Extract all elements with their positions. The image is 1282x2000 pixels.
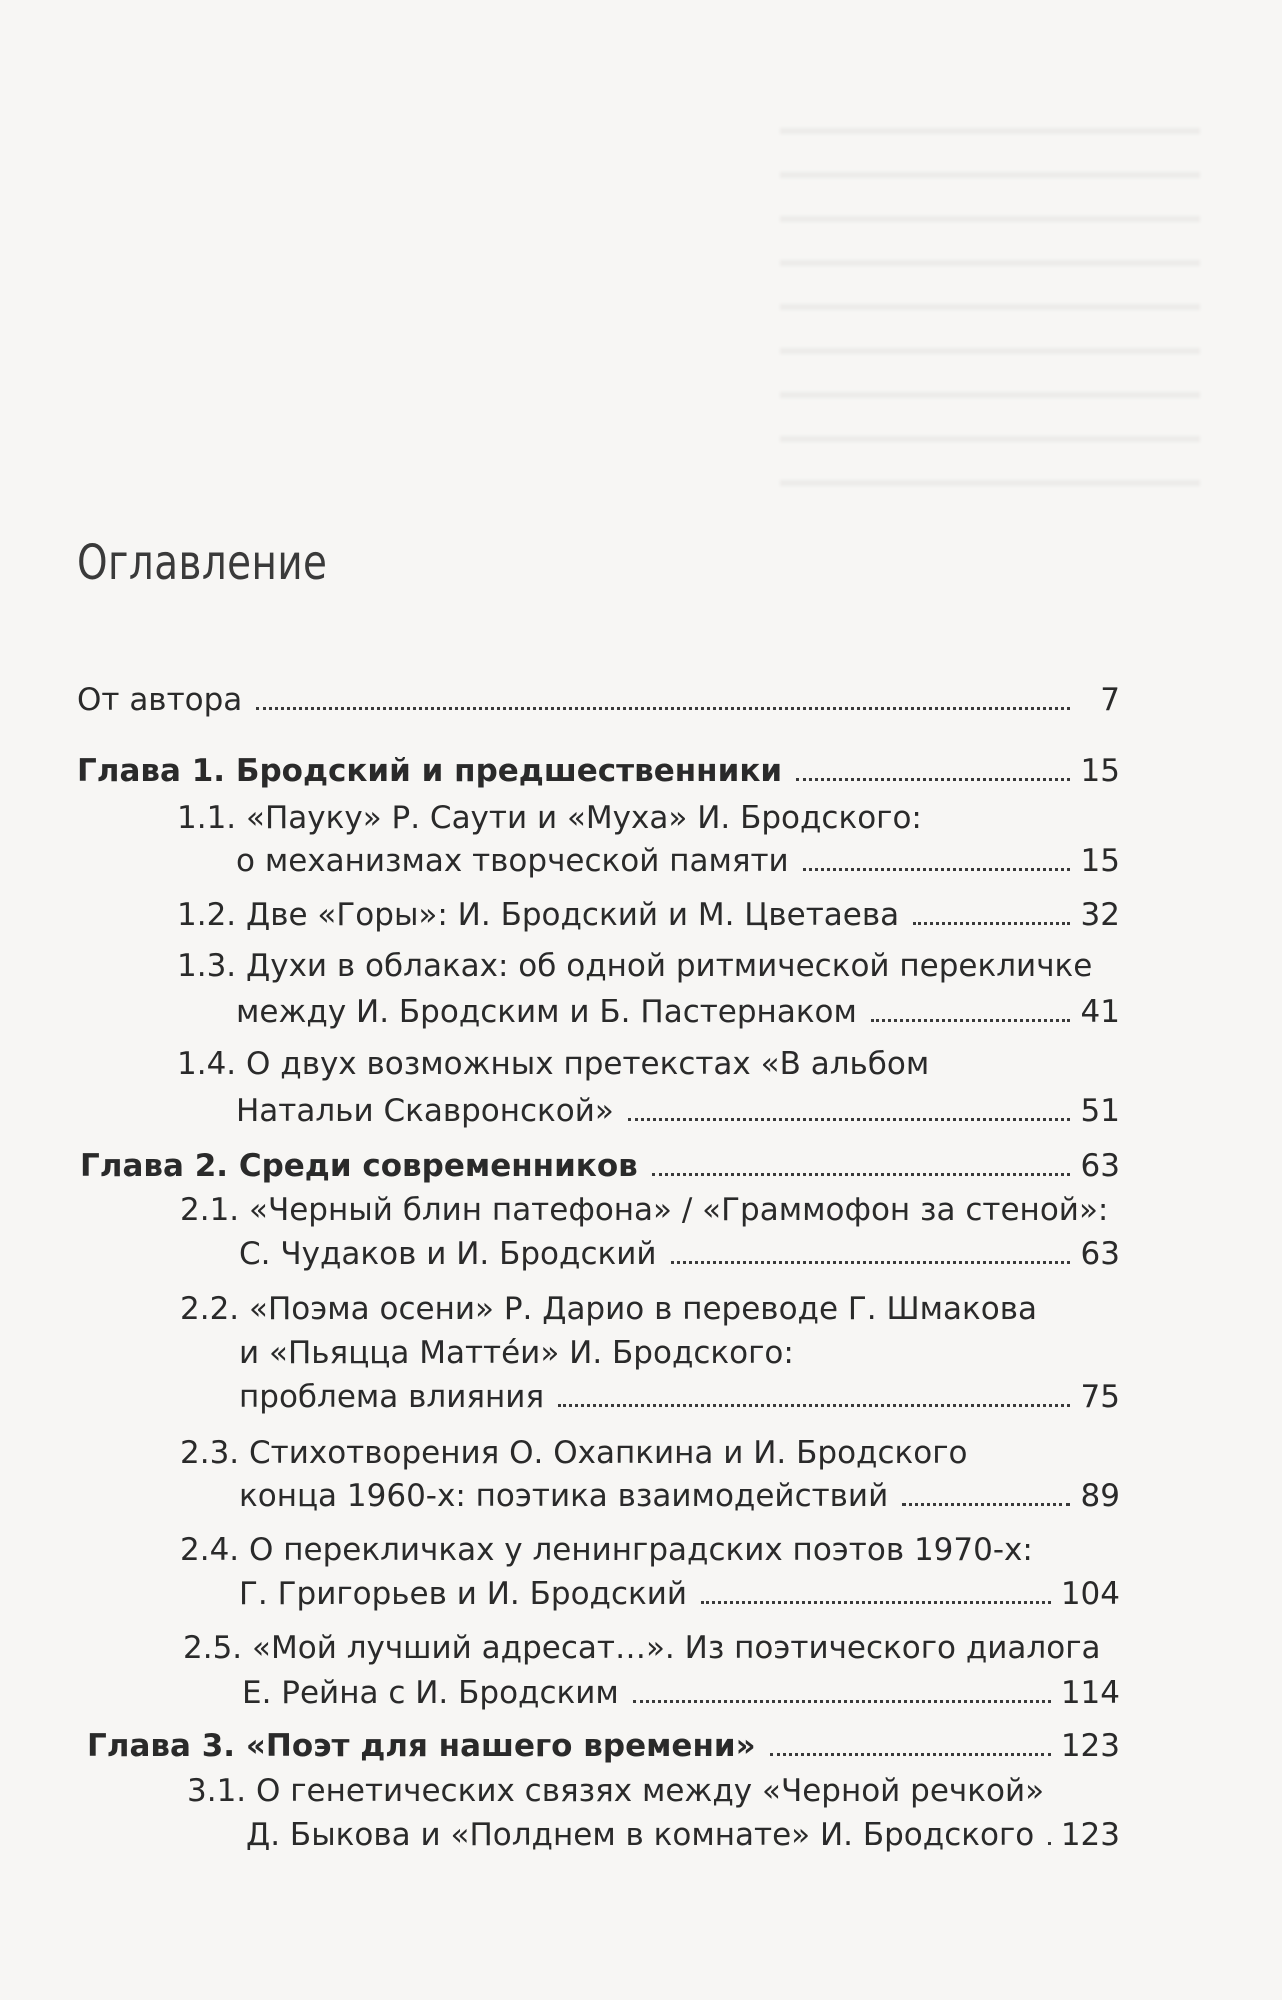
entry-title-cont: Е. Рейна с И. Бродским (242, 1675, 619, 1711)
dot-leader (803, 867, 1070, 871)
entry-title: 1.3. Духи в облаках: об одной ритмической перекличке (177, 948, 1093, 984)
page-number: 15 (1080, 843, 1120, 879)
page-number: 89 (1080, 1478, 1120, 1514)
dot-leader (558, 1403, 1070, 1407)
toc-entry-2-1[interactable] (239, 1234, 1120, 1274)
dot-leader (913, 921, 1070, 925)
page-number: 41 (1080, 994, 1120, 1030)
entry-title: 3.1. О генетических связях между «Черной речкой» (187, 1773, 1045, 1809)
dot-leader (770, 1752, 1051, 1756)
dot-leader (671, 1260, 1070, 1264)
toc-entry-chapter-1[interactable] (77, 751, 1120, 791)
toc-entry-3-1-line1 (187, 1771, 1044, 1811)
page-number: 104 (1060, 1576, 1120, 1612)
toc-entry-1-4[interactable] (236, 1091, 1120, 1131)
entry-title-cont: Натальи Скавронской» (236, 1093, 614, 1129)
entry-title: 1.1. «Пауку» Р. Саути и «Муха» И. Бродского: (177, 800, 922, 836)
toc-entry-preface[interactable] (77, 680, 1120, 720)
entry-title-cont: между И. Бродским и Б. Пастернаком (236, 994, 857, 1030)
toc-entry-1-4-line1 (177, 1044, 929, 1084)
entry-title-cont: проблема влияния (239, 1379, 545, 1415)
toc-entry-1-1-line1 (177, 798, 922, 838)
chapter-title: Глава 1. Бродский и предшественники (77, 753, 783, 789)
show-through-text (780, 90, 1200, 510)
toc-entry-2-2[interactable] (239, 1377, 1120, 1417)
page-number: 123 (1060, 1728, 1120, 1764)
dot-leader (1048, 1841, 1051, 1845)
toc-entry-1-2[interactable] (177, 895, 1120, 935)
dot-leader (633, 1699, 1051, 1703)
page-number: 123 (1060, 1817, 1120, 1853)
dot-leader (652, 1172, 1070, 1176)
entry-title-cont: С. Чудаков и И. Бродский (239, 1236, 657, 1272)
dot-leader (628, 1117, 1070, 1121)
dot-leader (902, 1502, 1070, 1506)
toc-entry-2-3-line1 (180, 1433, 967, 1473)
entry-title-cont: и «Пьяцца Маттéи» И. Бродского: (239, 1335, 794, 1371)
entry-title: 1.2. Две «Горы»: И. Бродский и М. Цветаева (177, 897, 900, 933)
entry-title: От автора (77, 682, 243, 718)
dot-leader (871, 1018, 1070, 1022)
toc-entry-1-3[interactable] (236, 992, 1120, 1032)
toc-entry-2-2-line1 (180, 1289, 1037, 1329)
toc-entry-3-1[interactable] (246, 1815, 1120, 1855)
toc-entry-2-3[interactable] (239, 1476, 1120, 1516)
toc-entry-chapter-2[interactable] (80, 1146, 1120, 1186)
toc-entry-1-3-line1 (177, 946, 1092, 986)
page-title: Оглавление (77, 535, 328, 591)
entry-title: 2.1. «Черный блин патефона» / «Граммофон за стеной»: (180, 1192, 1109, 1228)
page-number: 15 (1080, 753, 1120, 789)
toc-entry-1-1[interactable] (236, 841, 1120, 881)
page-number: 75 (1080, 1379, 1120, 1415)
entry-title: 2.2. «Поэма осени» Р. Дарио в переводе Г. Шмакова (180, 1291, 1037, 1327)
dot-leader (796, 777, 1070, 781)
page-number: 63 (1080, 1236, 1120, 1272)
entry-title-cont: конца 1960-х: поэтика взаимодействий (239, 1478, 889, 1514)
entry-title: 2.3. Стихотворения О. Охапкина и И. Бродского (180, 1435, 968, 1471)
entry-title: 2.5. «Мой лучший адресат…». Из поэтического диалога (183, 1630, 1101, 1666)
toc-entry-chapter-3[interactable] (87, 1726, 1120, 1766)
entry-title-cont: Г. Григорьев и И. Бродский (239, 1576, 688, 1612)
page-number: 7 (1100, 682, 1120, 718)
toc-entry-2-4[interactable] (239, 1574, 1120, 1614)
chapter-title: Глава 2. Среди современников (80, 1148, 638, 1184)
page-number: 114 (1060, 1675, 1120, 1711)
chapter-title: Глава 3. «Поэт для нашего времени» (87, 1728, 756, 1764)
page-number: 51 (1080, 1093, 1120, 1129)
entry-title: 1.4. О двух возможных претекстах «В альбом (177, 1046, 930, 1082)
entry-title: 2.4. О перекличках у ленинградских поэтов 1970-х: (180, 1532, 1033, 1568)
page-number: 63 (1080, 1148, 1120, 1184)
toc-entry-2-5[interactable] (242, 1673, 1120, 1713)
entry-title-cont: Д. Быкова и «Полднем в комнате» И. Бродского (246, 1817, 1035, 1853)
dot-leader (256, 706, 1070, 710)
toc-entry-2-2-line2 (239, 1333, 794, 1373)
page-number: 32 (1080, 897, 1120, 933)
toc-entry-2-1-line1 (180, 1190, 1108, 1230)
dot-leader (701, 1600, 1051, 1604)
entry-title-cont: о механизмах творческой памяти (236, 843, 789, 879)
toc-entry-2-5-line1 (183, 1628, 1100, 1668)
toc-entry-2-4-line1 (180, 1530, 1033, 1570)
